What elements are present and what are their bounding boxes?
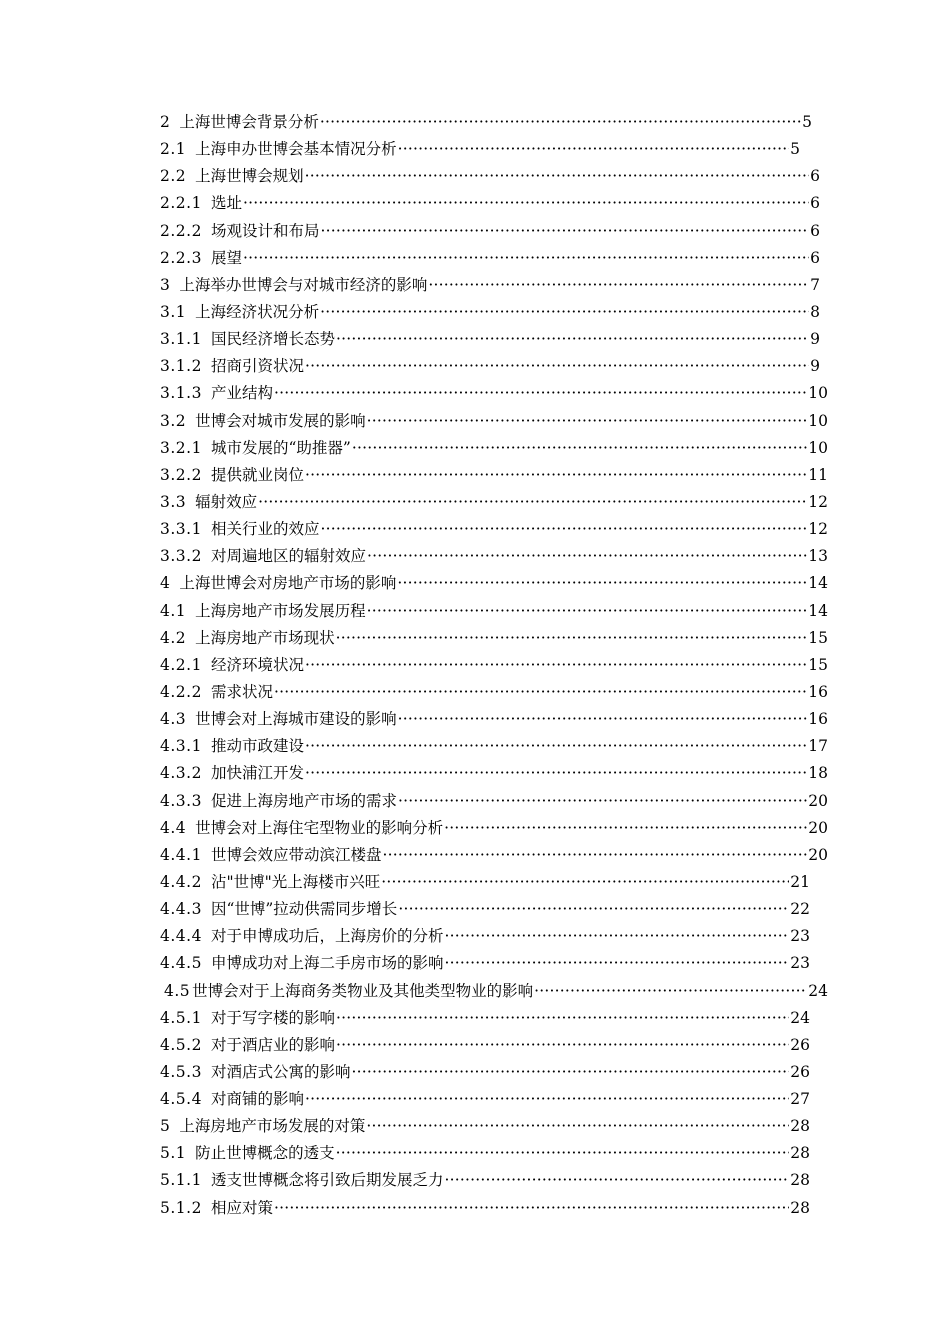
toc-entry[interactable] xyxy=(160,1059,810,1086)
toc-dot-leader xyxy=(274,1195,789,1222)
toc-entry[interactable] xyxy=(160,652,828,679)
toc-entry-title: 上海举办世博会与对城市经济的影响 xyxy=(179,275,428,294)
toc-entry-number: 5 xyxy=(160,1117,171,1136)
toc-dot-leader xyxy=(336,1032,789,1059)
toc-entry-page-number: 5 xyxy=(802,113,812,131)
toc-entry[interactable] xyxy=(160,598,828,625)
toc-entry-number: 4.4.1 xyxy=(160,845,202,864)
toc-entry-number: 4.1 xyxy=(160,601,187,620)
toc-dot-leader xyxy=(320,218,809,245)
toc-entry[interactable] xyxy=(160,679,828,706)
toc-entry-page-number: 6 xyxy=(810,248,820,267)
toc-entry-page-number: 15 xyxy=(808,655,828,674)
toc-dot-leader xyxy=(444,923,789,950)
toc-dot-leader xyxy=(305,353,809,380)
toc-entry-page-number: 22 xyxy=(790,900,810,919)
toc-dot-leader xyxy=(367,598,808,625)
toc-entry-number: 3.1.1 xyxy=(160,330,202,349)
toc-entry-title: 场观设计和布局 xyxy=(210,221,320,240)
toc-entry-title: 提供就业岗位 xyxy=(210,465,304,484)
toc-entry-title: 世博会对上海城市建设的影响 xyxy=(195,710,397,729)
toc-entry[interactable] xyxy=(164,978,828,1005)
toc-entry[interactable] xyxy=(160,272,820,299)
toc-entry-title: 需求状况 xyxy=(210,682,273,701)
toc-entry-title: 选址 xyxy=(210,194,242,213)
toc-entry-title: 推动市政建设 xyxy=(210,737,304,756)
toc-entry-page-number: 23 xyxy=(790,954,810,973)
toc-entry-page-number: 10 xyxy=(808,438,828,457)
toc-entry-page-number: 10 xyxy=(808,384,828,403)
toc-entry-number: 4.5.3 xyxy=(160,1062,202,1081)
toc-entry-title: 产业结构 xyxy=(210,384,273,403)
toc-entry[interactable] xyxy=(160,950,810,977)
toc-entry[interactable] xyxy=(160,896,810,923)
toc-entry-page-number: 9 xyxy=(810,357,820,376)
toc-dot-leader xyxy=(444,1167,789,1194)
table-of-contents xyxy=(160,109,828,1222)
toc-entry-title: 招商引资状况 xyxy=(210,357,304,376)
toc-entry-title: 上海房地产市场现状 xyxy=(195,628,335,647)
toc-entry-title: 对周遍地区的辐射效应 xyxy=(210,547,366,566)
toc-dot-leader xyxy=(305,733,807,760)
toc-entry[interactable] xyxy=(160,1113,810,1140)
toc-dot-leader xyxy=(444,815,807,842)
toc-entry-number: 3.1.2 xyxy=(160,357,202,376)
toc-entry-title: 上海世博会背景分析 xyxy=(179,113,319,131)
toc-entry-title: 对于酒店业的影响 xyxy=(210,1035,335,1054)
toc-entry-number: 4.5.1 xyxy=(160,1008,202,1027)
toc-entry[interactable] xyxy=(160,570,828,597)
toc-dot-leader xyxy=(243,245,809,272)
toc-entry-title: 相关行业的效应 xyxy=(210,520,320,539)
toc-entry[interactable] xyxy=(160,353,820,380)
toc-entry-title: 透支世博概念将引致后期发展乏力 xyxy=(210,1171,444,1190)
toc-dot-leader xyxy=(367,408,808,435)
toc-entry[interactable] xyxy=(160,489,828,516)
toc-entry-title: 促进上海房地产市场的需求 xyxy=(210,791,397,810)
toc-entry-number: 2.2 xyxy=(160,167,187,186)
toc-entry-number: 5.1 xyxy=(160,1144,187,1163)
toc-entry-page-number: 20 xyxy=(808,845,828,864)
toc-entry-number: 5.1.1 xyxy=(160,1171,202,1190)
toc-dot-leader xyxy=(351,1059,789,1086)
toc-entry-title: 对于写字楼的影响 xyxy=(210,1008,335,1027)
toc-entry-title: 上海申办世博会基本情况分析 xyxy=(195,140,397,159)
toc-entry[interactable] xyxy=(160,299,820,326)
toc-entry-page-number: 9 xyxy=(810,330,820,349)
toc-entry[interactable] xyxy=(160,733,828,760)
toc-entry-number: 3 xyxy=(160,275,171,294)
toc-entry-page-number: 15 xyxy=(808,628,828,647)
toc-entry-number: 3.3.1 xyxy=(160,520,202,539)
toc-entry-page-number: 7 xyxy=(810,275,820,294)
toc-entry-number: 3.3.2 xyxy=(160,547,202,566)
toc-entry[interactable] xyxy=(160,815,828,842)
toc-entry-number: 2.2.1 xyxy=(160,194,202,213)
toc-dot-leader xyxy=(274,380,807,407)
toc-entry-page-number: 6 xyxy=(810,221,820,240)
toc-entry-page-number: 20 xyxy=(808,791,828,810)
toc-dot-leader xyxy=(352,435,807,462)
toc-entry-title: 上海房地产市场发展历程 xyxy=(195,601,366,620)
toc-entry-number: 4.3.2 xyxy=(160,764,202,783)
toc-entry-title: 世博会对上海住宅型物业的影响分析 xyxy=(195,818,444,837)
toc-entry-page-number: 24 xyxy=(790,1008,810,1027)
toc-dot-leader xyxy=(382,842,807,869)
toc-entry-title: 世博会效应带动滨江楼盘 xyxy=(210,845,382,864)
toc-dot-leader xyxy=(274,679,807,706)
toc-entry-number: 4.4 xyxy=(160,818,187,837)
toc-entry[interactable] xyxy=(160,543,828,570)
toc-entry[interactable] xyxy=(160,1167,810,1194)
toc-entry-title: 沾"世博"光上海楼市兴旺 xyxy=(210,872,381,891)
toc-entry-title: 上海世博会规划 xyxy=(195,167,304,186)
toc-entry-page-number: 28 xyxy=(790,1198,810,1217)
toc-entry-number: 4.4.3 xyxy=(160,900,202,919)
toc-entry-number: 4.4.4 xyxy=(160,927,202,946)
toc-dot-leader xyxy=(258,489,807,516)
toc-dot-leader xyxy=(534,978,807,1005)
toc-entry-title: 经济环境状况 xyxy=(210,655,304,674)
toc-entry[interactable] xyxy=(160,842,828,869)
toc-dot-leader xyxy=(320,516,807,543)
toc-entry-title: 对于申博成功后，上海房价的分析 xyxy=(210,927,444,946)
toc-entry-page-number: 20 xyxy=(808,818,828,837)
toc-entry-title: 对商铺的影响 xyxy=(210,1090,304,1109)
toc-entry-page-number: 14 xyxy=(808,601,828,620)
toc-entry-title: 上海房地产市场发展的对策 xyxy=(179,1117,366,1136)
toc-entry-number: 3.1 xyxy=(160,302,187,321)
toc-entry[interactable] xyxy=(160,435,828,462)
toc-entry-title: 防止世博概念的透支 xyxy=(195,1144,335,1163)
toc-entry[interactable] xyxy=(160,1005,810,1032)
toc-dot-leader xyxy=(305,760,807,787)
toc-entry-page-number: 12 xyxy=(808,492,828,511)
toc-entry-number: 4.2.2 xyxy=(160,682,202,701)
toc-entry-page-number: 13 xyxy=(808,547,828,566)
toc-entry-number: 4.4.2 xyxy=(160,872,202,891)
toc-entry-number: 3.2.1 xyxy=(160,438,202,457)
toc-entry-number: 4.2.1 xyxy=(160,655,202,674)
toc-entry-number: 2.2.3 xyxy=(160,248,202,267)
toc-entry[interactable] xyxy=(160,380,828,407)
toc-entry-number: 3.1.3 xyxy=(160,384,202,403)
toc-entry-title: 展望 xyxy=(210,248,242,267)
toc-entry-page-number: 28 xyxy=(790,1171,810,1190)
toc-entry-page-number: 5 xyxy=(790,140,800,159)
toc-entry[interactable] xyxy=(160,516,828,543)
toc-dot-leader xyxy=(320,109,801,136)
toc-entry-page-number: 8 xyxy=(810,302,820,321)
toc-dot-leader xyxy=(305,652,807,679)
toc-dot-leader xyxy=(367,543,807,570)
toc-entry-number: 4.5.4 xyxy=(160,1090,202,1109)
toc-entry-page-number: 16 xyxy=(808,710,828,729)
toc-entry-page-number: 26 xyxy=(790,1062,810,1081)
toc-dot-leader xyxy=(336,1140,790,1167)
toc-entry[interactable] xyxy=(160,190,820,217)
toc-entry-number: 2.2.2 xyxy=(160,221,202,240)
toc-dot-leader xyxy=(305,1086,789,1113)
toc-entry-title: 辐射效应 xyxy=(195,492,258,511)
toc-entry-page-number: 28 xyxy=(790,1117,810,1136)
toc-entry-page-number: 27 xyxy=(790,1090,810,1109)
toc-entry[interactable] xyxy=(160,1086,810,1113)
toc-entry-number: 4.4.5 xyxy=(160,954,202,973)
toc-entry-title: 对酒店式公寓的影响 xyxy=(210,1062,351,1081)
toc-entry-page-number: 28 xyxy=(790,1144,810,1163)
toc-entry-title: 世博会对城市发展的影响 xyxy=(195,411,366,430)
toc-entry[interactable] xyxy=(160,245,820,272)
toc-entry-title: 世博会对于上海商务类物业及其他类型物业的影响 xyxy=(192,981,534,1000)
toc-entry-page-number: 11 xyxy=(808,465,828,484)
toc-entry-title: 国民经济增长态势 xyxy=(210,330,335,349)
toc-entry[interactable] xyxy=(160,326,820,353)
toc-entry-number: 4.3.1 xyxy=(160,737,202,756)
toc-dot-leader xyxy=(243,190,809,217)
toc-entry-page-number: 17 xyxy=(808,737,828,756)
toc-dot-leader xyxy=(366,1113,789,1140)
toc-dot-leader xyxy=(444,950,789,977)
toc-entry[interactable] xyxy=(160,109,812,136)
toc-entry[interactable] xyxy=(160,218,820,245)
toc-entry-number: 5.1.2 xyxy=(160,1198,202,1217)
toc-entry-number: 4.5.2 xyxy=(160,1035,202,1054)
toc-entry-number: 3.2.2 xyxy=(160,465,202,484)
toc-entry-number: 3.2 xyxy=(160,411,187,430)
toc-dot-leader xyxy=(336,326,809,353)
toc-entry-page-number: 23 xyxy=(790,927,810,946)
toc-entry-number: 4.3 xyxy=(160,710,187,729)
toc-dot-leader xyxy=(398,706,808,733)
toc-entry-page-number: 24 xyxy=(808,981,828,1000)
toc-entry[interactable] xyxy=(160,462,828,489)
toc-entry-number: 2.1 xyxy=(160,140,187,159)
toc-dot-leader xyxy=(305,462,807,489)
toc-entry[interactable] xyxy=(160,1032,810,1059)
toc-entry-number: 4.2 xyxy=(160,628,187,647)
toc-entry-title: 上海经济状况分析 xyxy=(195,302,320,321)
toc-entry-number: 3.3 xyxy=(160,492,187,511)
toc-entry[interactable] xyxy=(160,760,828,787)
toc-entry-title: 上海世博会对房地产市场的影响 xyxy=(179,574,397,593)
toc-entry-page-number: 12 xyxy=(808,520,828,539)
toc-entry[interactable] xyxy=(160,788,828,815)
toc-entry-number: 4.3.3 xyxy=(160,791,202,810)
toc-dot-leader xyxy=(398,788,807,815)
toc-entry-page-number: 26 xyxy=(790,1035,810,1054)
toc-dot-leader xyxy=(320,299,809,326)
toc-dot-leader xyxy=(398,896,789,923)
toc-entry[interactable] xyxy=(160,869,810,896)
toc-dot-leader xyxy=(398,136,789,163)
toc-entry-page-number: 18 xyxy=(808,764,828,783)
toc-entry-number: 4.5 xyxy=(164,981,191,1000)
toc-dot-leader xyxy=(336,1005,789,1032)
toc-entry-title: 加快浦江开发 xyxy=(210,764,304,783)
toc-entry-title: 因“世博”拉动供需同步增长 xyxy=(210,900,398,919)
toc-entry-page-number: 6 xyxy=(810,167,820,186)
toc-dot-leader xyxy=(336,625,808,652)
toc-dot-leader xyxy=(381,869,789,896)
toc-entry-page-number: 21 xyxy=(790,872,810,891)
toc-entry[interactable] xyxy=(160,923,810,950)
toc-entry-page-number: 16 xyxy=(808,682,828,701)
toc-entry-title: 相应对策 xyxy=(210,1198,273,1217)
toc-entry[interactable] xyxy=(160,1195,810,1222)
toc-entry-number: 4 xyxy=(160,574,171,593)
toc-dot-leader xyxy=(305,163,809,190)
toc-entry-page-number: 14 xyxy=(808,574,828,593)
toc-entry-title: 申博成功对上海二手房市场的影响 xyxy=(210,954,444,973)
toc-entry[interactable] xyxy=(160,136,800,163)
toc-entry[interactable] xyxy=(160,408,828,435)
toc-dot-leader xyxy=(428,272,809,299)
toc-entry[interactable] xyxy=(160,163,820,190)
toc-dot-leader xyxy=(397,570,807,597)
toc-entry-number: 2 xyxy=(160,113,171,131)
toc-entry[interactable] xyxy=(160,625,828,652)
toc-entry[interactable] xyxy=(160,1140,810,1167)
toc-entry-page-number: 10 xyxy=(808,411,828,430)
toc-entry[interactable] xyxy=(160,706,828,733)
toc-entry-page-number: 6 xyxy=(810,194,820,213)
toc-entry-title: 城市发展的“助推器” xyxy=(210,438,351,457)
